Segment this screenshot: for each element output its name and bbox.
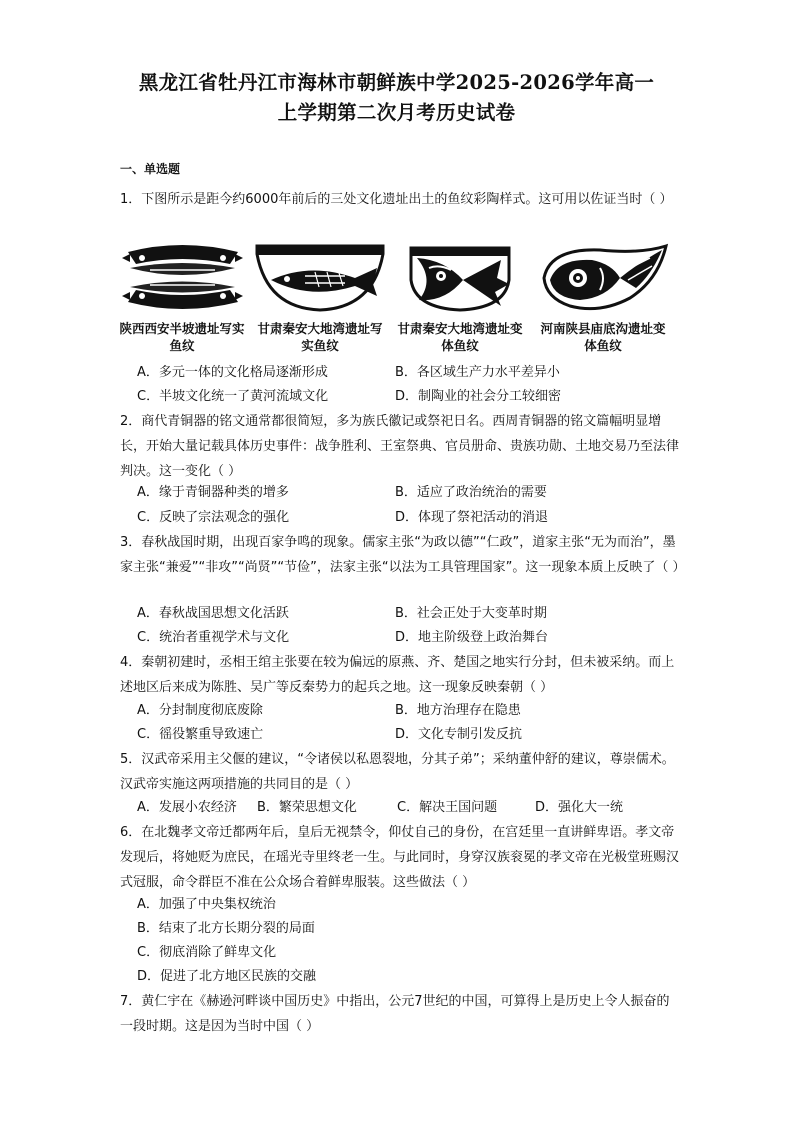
option-1c[interactable]: C．半坡文化统一了黄河流域文化 <box>137 389 329 404</box>
option-6d[interactable]: D．促进了北方地区民族的交融 <box>137 969 317 984</box>
question-7-stem: 7．黄仁宇在《赫逊河畔谈中国历史》中指出，公元7世纪的中国，可算得上是历史上令人振奋的一段时期。这是因为当时中国（ ） <box>120 994 670 1034</box>
exam-title-line2: 上学期第二次月考历史试卷 <box>277 101 516 124</box>
option-6c[interactable]: C．彻底消除了鲜卑文化 <box>137 945 277 960</box>
fish-pattern-pottery-2-icon <box>255 240 385 315</box>
option-6a[interactable]: A．加强了中央集权统治 <box>137 897 276 912</box>
option-4d[interactable]: D．文化专制引发反抗 <box>395 727 523 742</box>
option-3d[interactable]: D．地主阶级登上政治舞台 <box>395 630 549 645</box>
option-6b[interactable]: B．结束了北方长期分裂的局面 <box>137 921 315 936</box>
option-4b[interactable]: B．地方治理存在隐患 <box>395 703 521 718</box>
figure-caption-2: 甘肃秦安大地湾遗址写实鱼纹 <box>257 321 383 353</box>
option-1a[interactable]: A．多元一体的文化格局逐渐形成 <box>137 365 328 380</box>
option-1d[interactable]: D．制陶业的社会分工较细密 <box>395 389 562 404</box>
question-2-stem: 2．商代青铜器的铭文通常都很简短，多为族氏徽记或祭祀日名。西周青铜器的铭文篇幅明显增长，开始大量记载具体历史事件：战争胜利、王室祭典、官员册命、贵族功勋、土地交易乃至法律判决。这一变化（ ） <box>120 414 680 479</box>
option-2a[interactable]: A．缘于青铜器种类的增多 <box>137 485 289 500</box>
exam-title <box>60 68 733 128</box>
fish-pattern-pottery-1-icon <box>120 240 245 315</box>
fish-pattern-pottery-4-icon <box>540 240 670 315</box>
section-heading: 一、单选题 <box>120 162 181 176</box>
question-6-stem: 6．在北魏孝文帝迁都两年后，皇后无视禁令，仰仗自己的身份，在宫廷里一直讲鲜卑语。孝文帝发现后，将她贬为庶民，在瑶光寺里终老一生。与此同时，身穿汉族衮冕的孝文帝在光极堂班赐汉式冠服，命令群臣不准在公众场合着鲜卑服装。这些做法（ ） <box>120 825 680 890</box>
option-5b[interactable]: B．繁荣思想文化 <box>257 800 357 815</box>
figure-caption-3: 甘肃秦安大地湾遗址变体鱼纹 <box>397 321 523 353</box>
question-1-stem: 1．下图所示是距今约6000年前后的三处文化遗址出土的鱼纹彩陶样式。这可用以佐证当时（ ） <box>120 192 673 207</box>
question-5-stem: 5．汉武帝采用主父偃的建议，“令诸侯以私恩裂地，分其子弟”；采纳董仲舒的建议，尊崇儒术。汉武帝实施这两项措施的共同目的是（ ） <box>120 752 675 792</box>
option-5a[interactable]: A．发展小农经济 <box>137 800 237 815</box>
exam-title-line1: 黑龙江省牡丹江市海林市朝鲜族中学2025-2026学年高一 <box>138 71 655 94</box>
option-2b[interactable]: B．适应了政治统治的需要 <box>395 485 547 500</box>
question-3-stem: 3．春秋战国时期，出现百家争鸣的现象。儒家主张“为政以德”“仁政”，道家主张“无为而治”，墨家主张“兼爱”“非攻”“尚贤”“节俭”，法家主张“以法为工具管理国家”。这一现象本质上反映了（ ） <box>120 535 686 575</box>
option-3a[interactable]: A．春秋战国思想文化活跃 <box>137 606 289 621</box>
option-2c[interactable]: C．反映了宗法观念的强化 <box>137 510 290 525</box>
option-5c[interactable]: C．解决王国问题 <box>397 800 498 815</box>
question-4-stem: 4．秦朝初建时，丞相王绾主张要在较为偏远的原燕、齐、楚国之地实行分封，但未被采纳。而上述地区后来成为陈胜、吴广等反秦势力的起兵之地。这一现象反映秦朝（ ） <box>120 655 675 695</box>
option-4a[interactable]: A．分封制度彻底废除 <box>137 703 263 718</box>
option-3b[interactable]: B．社会正处于大变革时期 <box>395 606 547 621</box>
option-2d[interactable]: D．体现了祭祀活动的消退 <box>395 510 549 525</box>
option-3c[interactable]: C．统治者重视学术与文化 <box>137 630 290 645</box>
option-5d[interactable]: D．强化大一统 <box>535 800 624 815</box>
figure-caption-1: 陕西西安半坡遗址写实鱼纹 <box>119 321 245 353</box>
fish-pattern-pottery-3-icon <box>405 240 515 315</box>
option-4c[interactable]: C．徭役繁重导致速亡 <box>137 727 264 742</box>
figure-caption-4: 河南陕县庙底沟遗址变体鱼纹 <box>540 321 666 353</box>
option-1b[interactable]: B．各区域生产力水平差异小 <box>395 365 560 380</box>
